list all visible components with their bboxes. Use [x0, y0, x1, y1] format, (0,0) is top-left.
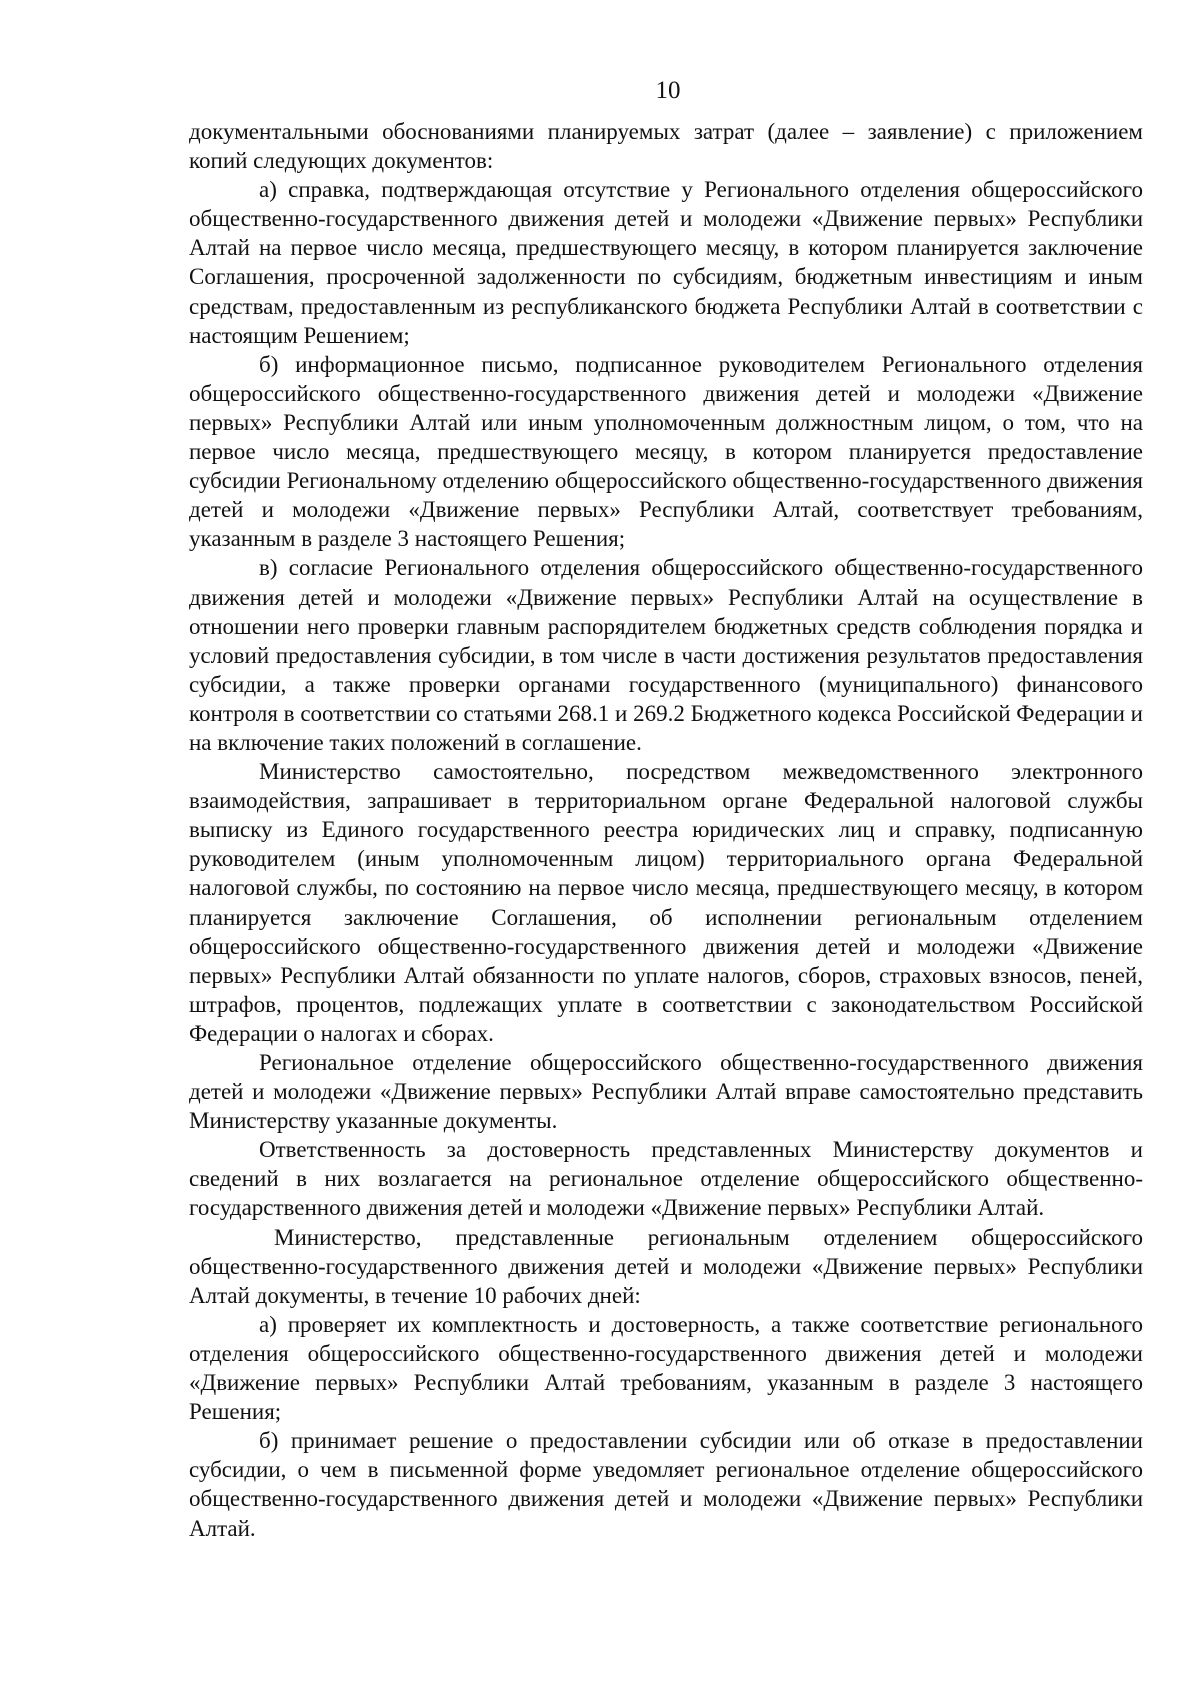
document-body: [189, 117, 1143, 1543]
paragraph-review-item-a: а) проверяет их комплектность и достоверность, а также соответствие регионального отделения общероссийского общественно-государственного движения детей и молодежи «Движение первых» Республики Алтай требованиям, указанным в разделе 3 настоящего Решения;: [189, 1311, 1143, 1425]
paragraph-item-b-info-letter: б) информационное письмо, подписанное руководителем Регионального отделения общероссийского общественно-государственного движения детей и молодежи «Движение первых» Республики Алтай или иным уполномоченным должностным лицом, о том, что на первое число месяца, предшествующего месяцу, в котором планируется предоставление субсидии Региональному отделению общероссийского общественно-государственного движения детей и молодежи «Движение первых» Республики Алтай, соответствует требованиям, указанным в разделе 3 настоящего Решения;: [189, 351, 1143, 552]
paragraph-responsibility: Ответственность за достоверность представленных Министерству документов и сведений в них возлагается на региональное отделение общероссийского общественно-государственного движения детей и молодежи «Движение первых» Республики Алтай.: [189, 1137, 1143, 1221]
paragraph-ministry-review: Министерство, представленные региональным отделением общероссийского общественно-государственного движения детей и молодежи «Движение первых» Республики Алтай документы, в течение 10 рабочих дней:: [189, 1224, 1143, 1308]
paragraph-item-a-certificate: а) справка, подтверждающая отсутствие у Регионального отделения общероссийского общественно-государственного движения детей и молодежи «Движение первых» Республики Алтай на первое число месяца, предшествующего месяцу, в котором планируется заключение Соглашения, просроченной задолженности по субсидиям, бюджетным инвестициям и иным средствам, предоставленным из республиканского бюджета Республики Алтай в соответствии с настоящим Решением;: [189, 177, 1143, 348]
paragraph-continuation: документальными обоснованиями планируемых затрат (далее – заявление) с приложением копий следующих документов:: [189, 119, 1143, 174]
page-number: 10: [655, 77, 681, 104]
paragraph-review-item-b: б) принимает решение о предоставлении субсидии или об отказе в предоставлении субсидии, о чем в письменной форме уведомляет региональное отделение общероссийского общественно-государственного движения детей и молодежи «Движение первых» Республики Алтай.: [189, 1428, 1143, 1541]
paragraph-branch-right: Региональное отделение общероссийского общественно-государственного движения детей и молодежи «Движение первых» Республики Алтай вправе самостоятельно представить Министерству указанные документы.: [189, 1050, 1143, 1134]
paragraph-ministry-request: Министерство самостоятельно, посредством межведомственного электронного взаимодействия, запрашивает в территориальном органе Федеральной налоговой службы выписку из Единого государственного реестра юридических лиц и справку, подписанную руководителем (иным уполномоченным лицом) территориального органа Федеральной налоговой службы, по состоянию на первое число месяца, предшествующего месяцу, в котором планируется заключение Соглашения, об исполнении региональным отделением общероссийского общественно-государственного движения детей и молодежи «Движение первых» Республики Алтай обязанности по уплате налогов, сборов, страховых взносов, пеней, штрафов, процентов, подлежащих уплате в соответствии с законодательством Российской Федерации о налогах и сборах.: [189, 759, 1143, 1046]
paragraph-item-v-consent: в) согласие Регионального отделения общероссийского общественно-государственного движения детей и молодежи «Движение первых» Республики Алтай на осуществление в отношении него проверки главным распорядителем бюджетных средств соблюдения порядка и условий предоставления субсидии, в том числе в части достижения результатов предоставления субсидии, а также проверки органами государственного (муниципального) финансового контроля в соответствии со статьями 268.1 и 269.2 Бюджетного кодекса Российской Федерации и на включение таких положений в соглашение.: [189, 555, 1143, 755]
